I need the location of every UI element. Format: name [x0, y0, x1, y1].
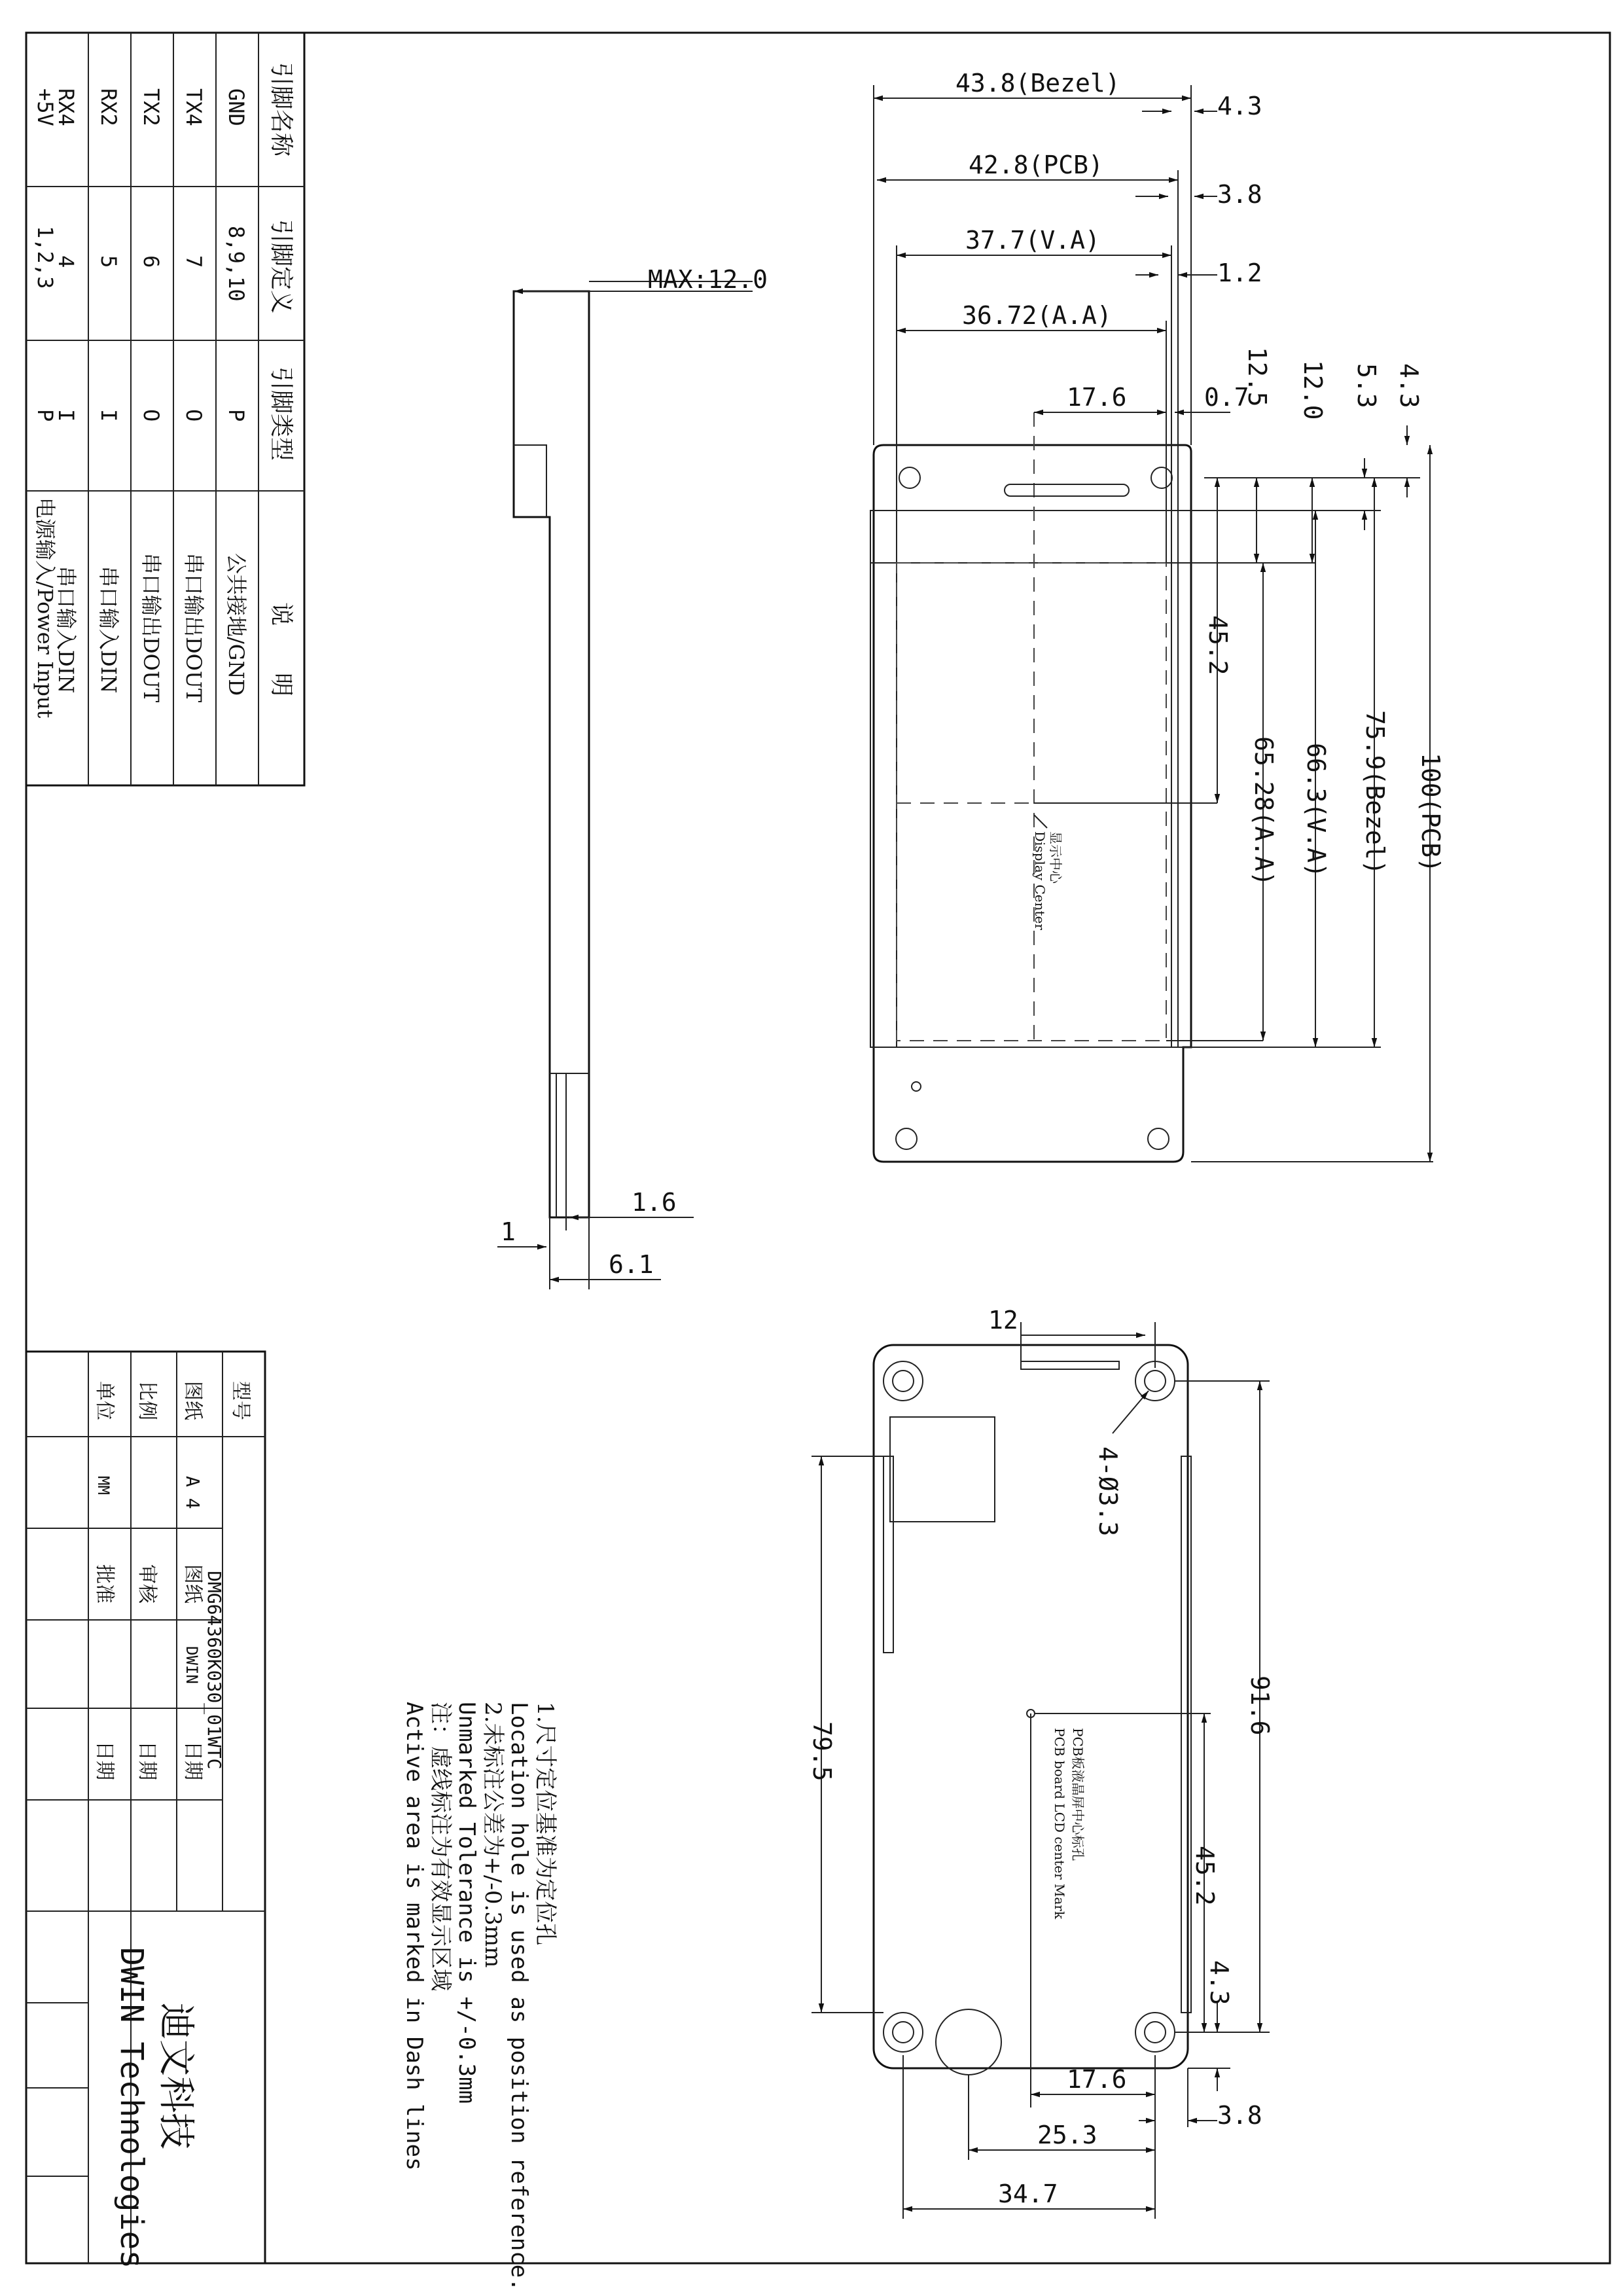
front-height-pcb: 100(PCB) [1416, 753, 1445, 873]
note-1-cn: 1.尺寸定位基准为定位孔 [532, 1702, 558, 1946]
front-view [870, 69, 1445, 1162]
back-dim-3-8: 3.8 [1217, 2101, 1262, 2130]
note-1-en: Location hole is used as position reference. [506, 1702, 532, 2291]
tb-drawing2-label: 图纸 [181, 1564, 204, 1604]
front-dim-45-2: 45.2 [1204, 615, 1232, 675]
tb-model-value: DMG64360K030_01WTC [204, 1571, 225, 1770]
front-height-aa: 65.28(A.A) [1249, 736, 1278, 886]
tb-scale-label: 比例 [135, 1381, 158, 1420]
back-holes: 4-Ø3.3 [1094, 1446, 1122, 1537]
display-center-en: Display Center [1032, 831, 1048, 930]
pin-type-5: P [33, 409, 58, 422]
back-dim-34-7: 34.7 [998, 2179, 1058, 2208]
tb-drawing-value: A 4 [182, 1476, 204, 1509]
side-view [497, 265, 768, 1289]
pin-name-2: TX2 [139, 88, 164, 126]
front-width-va: 37.7(V.A) [965, 226, 1100, 255]
side-dim-6-1: 6.1 [609, 1250, 654, 1279]
side-max-thickness: MAX:12.0 [648, 265, 768, 294]
tb-review-label: 审核 [135, 1564, 158, 1604]
tb-company-en: DWIN Technologies [113, 1947, 150, 2269]
side-dim-1: 1 [501, 1217, 516, 1246]
pin-name-5: +5V [33, 88, 58, 126]
front-dim-12-0: 12.0 [1298, 360, 1327, 420]
pin-desc-5: 电源输入/Power Input [33, 497, 58, 719]
tb-model-label: 型号 [229, 1381, 252, 1420]
pin-table-header-desc: 说 明 [268, 602, 294, 697]
back-dim-79-5: 79.5 [808, 1721, 836, 1782]
pin-name-0: GND [224, 88, 249, 126]
lcd-mark-en: PCB board LCD center Mark [1052, 1728, 1067, 1920]
front-offset-va: 1.2 [1217, 259, 1262, 287]
pin-def-1: 7 [181, 255, 206, 268]
back-view [808, 1306, 1274, 2219]
front-width-aa: 36.72(A.A) [962, 301, 1112, 330]
pin-table-header-def: 引脚定义 [268, 219, 294, 314]
pin-type-1: O [181, 409, 206, 422]
front-dim-0-7: 0.7 [1204, 383, 1249, 412]
front-dim-5-3: 5.3 [1352, 363, 1381, 408]
side-dim-1-6: 1.6 [632, 1188, 677, 1217]
front-width-pcb: 42.8(PCB) [969, 151, 1103, 179]
back-dim-45-2: 45.2 [1190, 1846, 1219, 1906]
tb-date-label-2: 日期 [135, 1741, 158, 1780]
note-2-cn: 2.未标注公差为+/-0.3mm [480, 1702, 506, 1968]
pin-table-header-name: 引脚名称 [268, 62, 294, 157]
front-dim-17-6: 17.6 [1067, 383, 1127, 412]
front-width-bezel: 43.8(Bezel) [955, 69, 1120, 98]
front-offset-pcb: 3.8 [1217, 180, 1262, 209]
pin-desc-4: 串口输入DIN [54, 566, 79, 694]
pin-type-2: O [139, 409, 164, 422]
lcd-mark-cn: PCB板液晶屏中心标孔 [1070, 1728, 1086, 1861]
back-dim-25-3: 25.3 [1037, 2121, 1097, 2149]
front-dim-4-3: 4.3 [1395, 363, 1423, 408]
note-3-en: Active area is marked in Dash lines [401, 1702, 427, 2171]
pin-desc-0: 公共接地/GND [224, 553, 249, 696]
title-block [26, 1352, 265, 2269]
back-dim-4-3: 4.3 [1205, 1960, 1234, 2005]
display-center-cn: 显示中心 [1048, 831, 1063, 884]
tb-company-cn: 迪文科技 [154, 2003, 197, 2149]
tb-drawing-label: 图纸 [181, 1381, 204, 1420]
tb-date-label-3: 日期 [93, 1741, 116, 1780]
pin-type-4: I [54, 409, 79, 422]
pin-name-3: RX2 [96, 88, 121, 126]
tb-drawing2-value: DWIN [183, 1646, 201, 1684]
notes [401, 1702, 558, 2291]
tb-date-label-1: 日期 [181, 1741, 204, 1780]
pin-def-4: 4 [54, 255, 79, 268]
front-offset-bezel: 4.3 [1217, 92, 1262, 120]
note-3-cn: 注：虚线标注为有效显示区域 [427, 1702, 454, 1991]
pin-def-2: 6 [139, 255, 164, 268]
pin-table [26, 33, 304, 785]
tb-approve-label: 批准 [93, 1564, 116, 1604]
back-dim-12: 12 [988, 1306, 1018, 1335]
note-2-en: Unmarked Tolerance is +/-0.3mm [454, 1702, 480, 2104]
tb-unit-label: 单位 [93, 1381, 116, 1420]
front-height-bezel: 75.9(Bezel) [1361, 710, 1389, 875]
pin-table-header-type: 引脚类型 [268, 367, 294, 461]
pin-desc-2: 串口输出DOUT [139, 553, 164, 703]
front-height-va: 66.3(V.A) [1302, 743, 1330, 878]
tb-unit-value: MM [94, 1476, 113, 1495]
back-dim-91-6: 91.6 [1245, 1676, 1274, 1736]
front-dim-12-5: 12.5 [1243, 347, 1272, 407]
pin-name-1: TX4 [181, 88, 206, 126]
pin-type-0: P [224, 409, 249, 422]
pin-def-0: 8,9,10 [224, 226, 249, 302]
pin-name-4: RX4 [54, 88, 79, 126]
pin-type-3: I [96, 409, 121, 422]
pin-desc-3: 串口输入DIN [96, 566, 121, 694]
pin-desc-1: 串口输出DOUT [181, 553, 206, 703]
pin-def-5: 1,2,3 [33, 226, 58, 289]
back-dim-17-6: 17.6 [1067, 2065, 1127, 2094]
pin-def-3: 5 [96, 255, 121, 268]
